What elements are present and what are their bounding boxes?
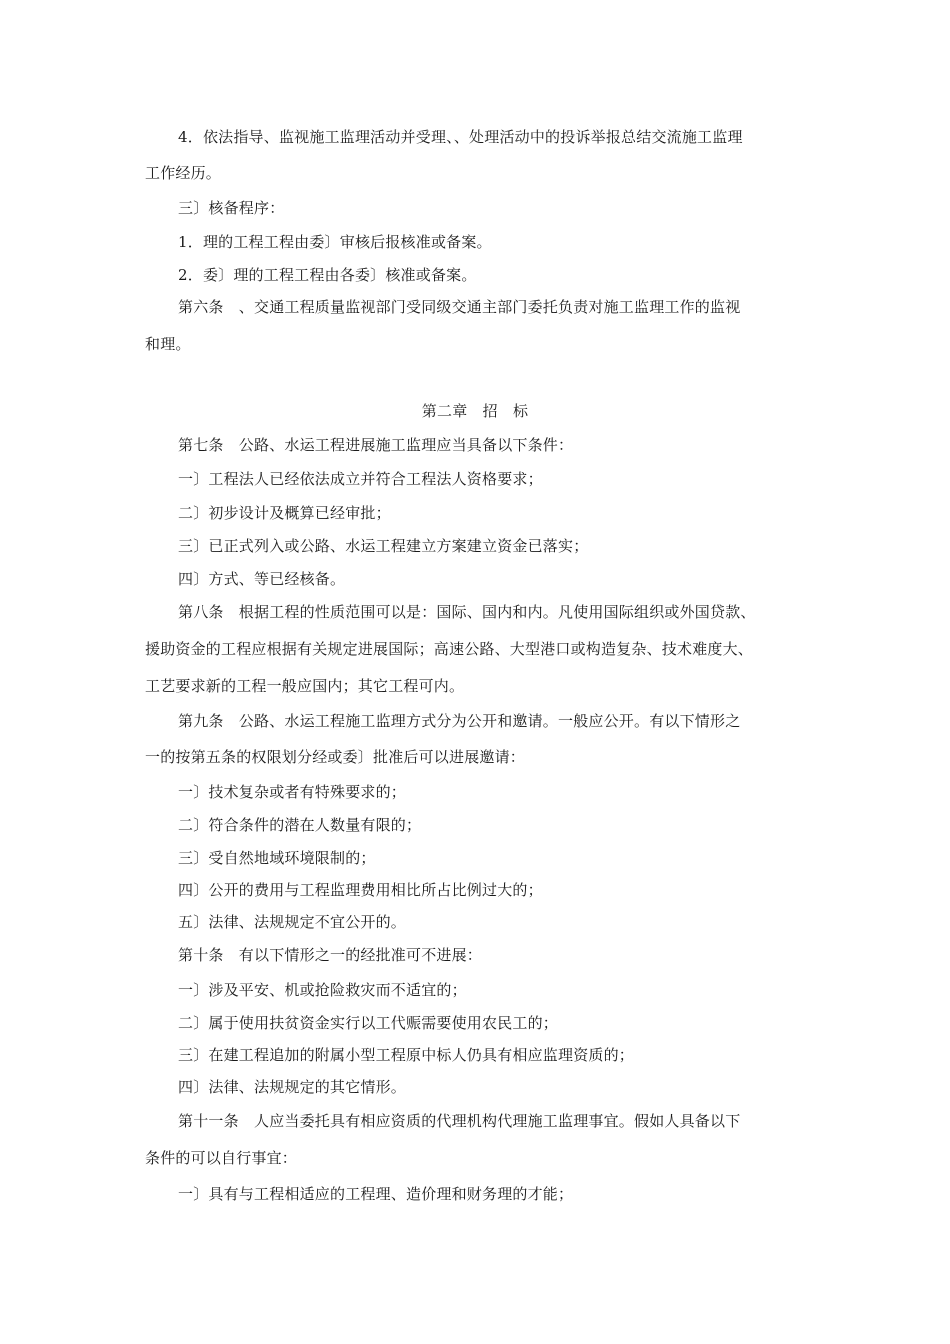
paragraph-line: 一〕技术复杂或者有特殊要求的； xyxy=(178,783,407,801)
paragraph-line: 四〕方式、等已经核备。 xyxy=(178,570,346,588)
paragraph-line: 三〕核备程序： xyxy=(178,199,285,217)
paragraph-line: 第十一条 人应当委托具有相应资质的代理机构代理施工监理事宜。假如人具备以下 xyxy=(178,1112,741,1130)
paragraph-line: 二〕符合条件的潜在人数量有限的； xyxy=(178,816,422,834)
paragraph-line: 一〕涉及平安、机或抢险救灾而不适宜的； xyxy=(178,981,467,999)
paragraph-line: 2．委〕理的工程工程由各委〕核准或备案。 xyxy=(178,266,477,284)
paragraph-line: 一〕具有与工程相适应的工程理、造价理和财务理的才能； xyxy=(178,1185,574,1203)
paragraph-line: 1．理的工程工程由委〕审核后报核准或备案。 xyxy=(178,233,492,251)
chapter-heading: 第二章 招 标 xyxy=(421,402,529,420)
paragraph-line: 四〕法律、法规规定的其它情形。 xyxy=(178,1078,407,1096)
paragraph-line: 4．依法指导、监视施工监理活动并受理、、处理活动中的投诉举报总结交流施工监理 xyxy=(178,128,743,146)
paragraph-line: 工作经历。 xyxy=(145,164,222,182)
paragraph-line: 三〕在建工程追加的附属小型工程原中标人仍具有相应监理资质的； xyxy=(178,1046,635,1064)
paragraph-line: 第八条 根据工程的性质范围可以是：国际、国内和内。凡使用国际组织或外国贷款、 xyxy=(178,603,756,621)
paragraph-line: 三〕已正式列入或公路、水运工程建立方案建立资金已落实； xyxy=(178,537,589,555)
paragraph-line: 援助资金的工程应根据有关规定进展国际；高速公路、大型港口或构造复杂、技术难度大、 xyxy=(145,640,754,658)
paragraph-line: 和理。 xyxy=(145,335,191,353)
paragraph-line: 一〕工程法人已经依法成立并符合工程法人资格要求； xyxy=(178,470,543,488)
paragraph-line: 第六条 、交通工程质量监视部门受同级交通主部门委托负责对施工监理工作的监视 xyxy=(178,298,741,316)
paragraph-line: 第十条 有以下情形之一的经批准可不进展： xyxy=(178,946,483,964)
paragraph-line: 五〕法律、法规规定不宜公开的。 xyxy=(178,913,407,931)
paragraph-line: 第九条 公路、水运工程施工监理方式分为公开和邀请。一般应公开。有以下情形之 xyxy=(178,712,741,730)
paragraph-line: 四〕公开的费用与工程监理费用相比所占比例过大的； xyxy=(178,881,543,899)
paragraph-line: 第七条 公路、水运工程进展施工监理应当具备以下条件： xyxy=(178,436,574,454)
paragraph-line: 一的按第五条的权限划分经或委〕批准后可以进展邀请： xyxy=(145,748,526,766)
paragraph-line: 条件的可以自行事宜： xyxy=(145,1149,298,1167)
paragraph-line: 二〕初步设计及概算已经审批； xyxy=(178,504,391,522)
paragraph-line: 三〕受自然地域环境限制的； xyxy=(178,849,376,867)
paragraph-line: 二〕属于使用扶贫资金实行以工代赈需要使用农民工的； xyxy=(178,1014,559,1032)
paragraph-line: 工艺要求新的工程一般应国内；其它工程可内。 xyxy=(145,677,465,695)
